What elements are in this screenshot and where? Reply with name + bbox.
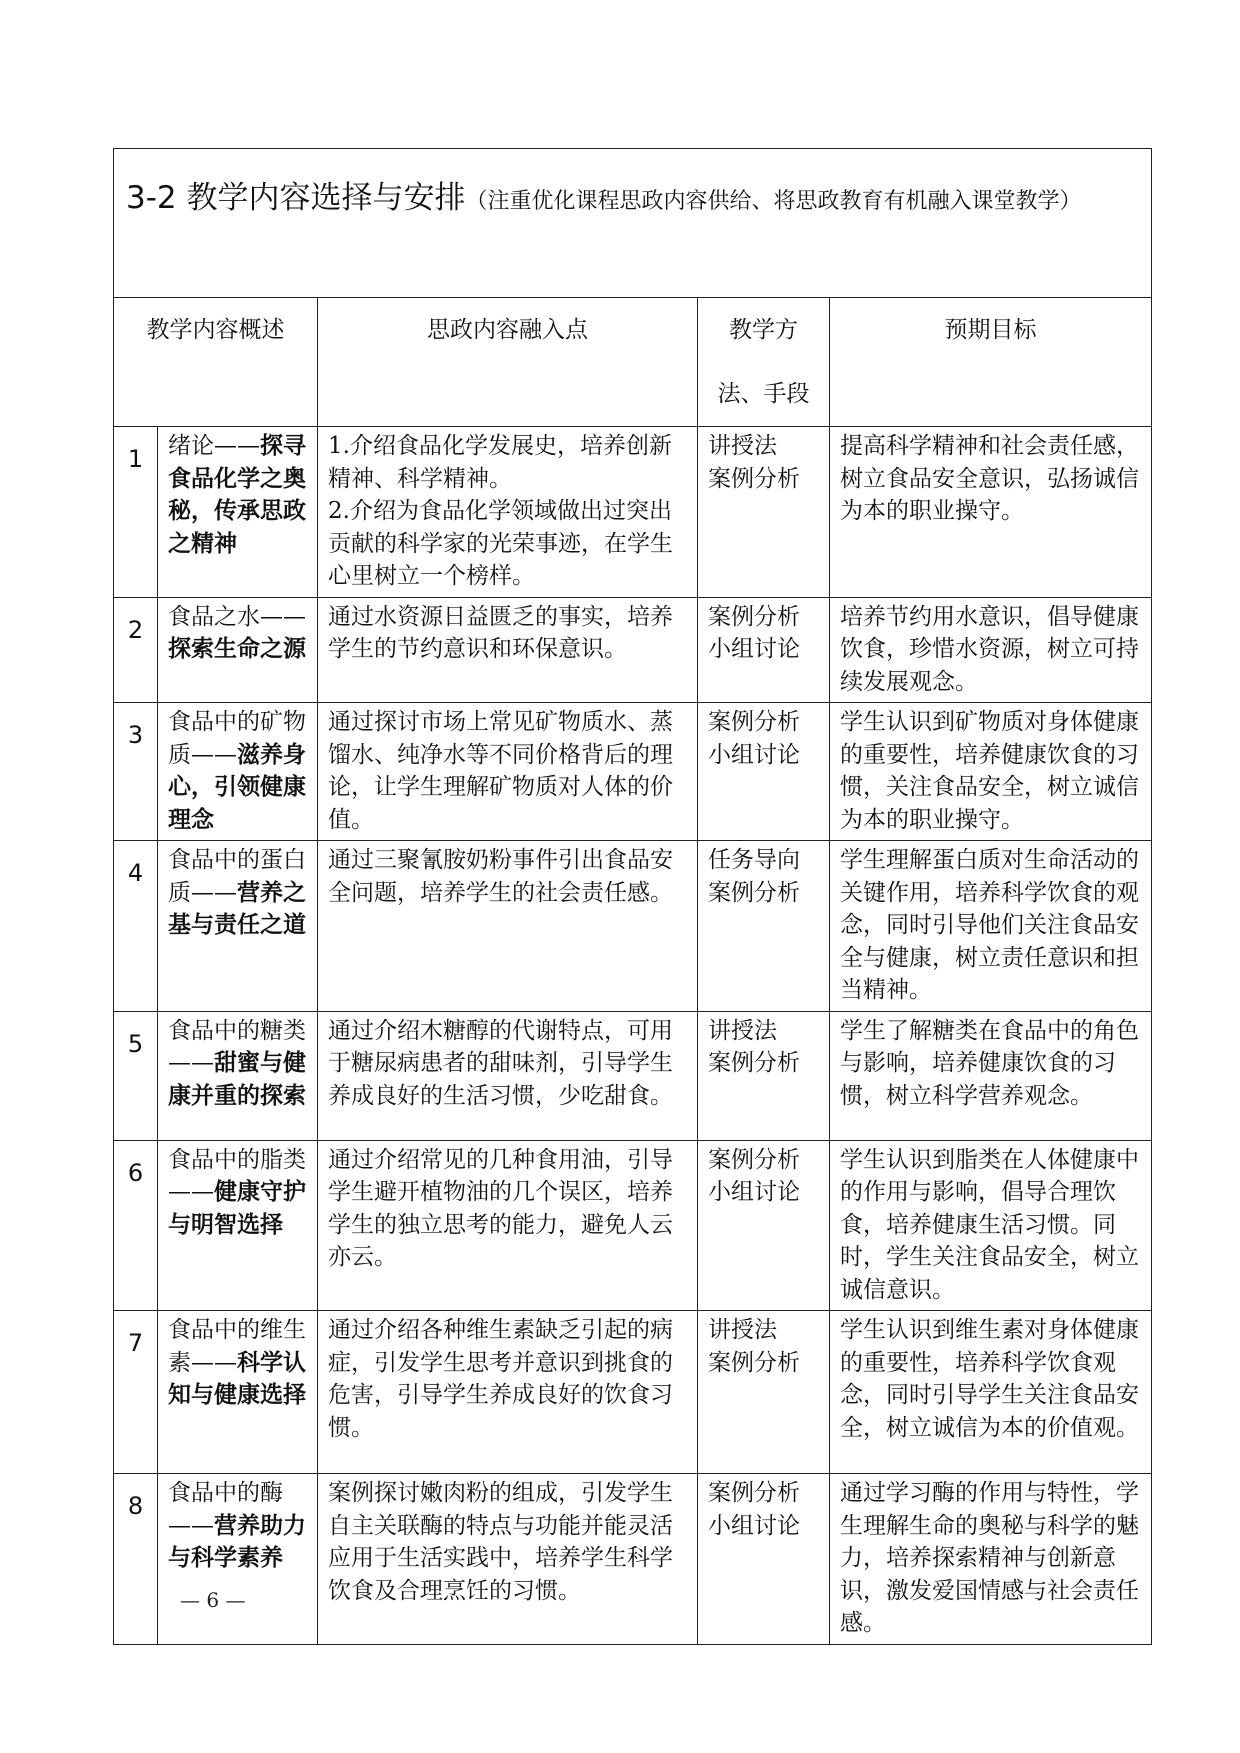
table-row — [114, 1140, 1152, 1311]
topic-cell: 食品之水——探索生命之源 — [158, 597, 318, 703]
ideology-cell: 通过介绍常见的几种食用油，引导学生避开植物油的几个误区，培养学生的独立思考的能力，避免人云亦云。 — [318, 1140, 698, 1311]
header-ideology: 思政内容融入点 — [318, 298, 698, 427]
row-number: 4 — [114, 841, 158, 1012]
row-number: 1 — [114, 427, 158, 598]
row-number: 5 — [114, 1011, 158, 1140]
page-number: — 6 — — [180, 1588, 246, 1612]
goal-cell: 学生认识到脂类在人体健康中的作用与影响，倡导合理饮食，培养健康生活习惯。同时，学生关注食品安全，树立诚信意识。 — [830, 1140, 1152, 1311]
table-row — [114, 841, 1152, 1012]
goal-cell: 学生理解蛋白质对生命活动的关键作用，培养科学饮食的观念，同时引导他们关注食品安全与健康，树立责任意识和担当精神。 — [830, 841, 1152, 1012]
method-cell: 讲授法 案例分析 — [698, 427, 830, 598]
row-number: 3 — [114, 703, 158, 841]
row-number: 2 — [114, 597, 158, 703]
row-number: 6 — [114, 1140, 158, 1311]
method-cell: 案例分析 小组讨论 — [698, 1474, 830, 1645]
method-cell: 任务导向 案例分析 — [698, 841, 830, 1012]
section-title: 3-2 教学内容选择与安排 — [126, 180, 466, 216]
table-row — [114, 427, 1152, 598]
topic-cell: 食品中的维生素——科学认知与健康选择 — [158, 1311, 318, 1474]
header-overview: 教学内容概述 — [114, 298, 318, 427]
table-row — [114, 1011, 1152, 1140]
method-cell: 讲授法 案例分析 — [698, 1311, 830, 1474]
topic-cell: 食品中的脂类——健康守护与明智选择 — [158, 1140, 318, 1311]
ideology-cell: 通过三聚氰胺奶粉事件引出食品安全问题，培养学生的社会责任感。 — [318, 841, 698, 1012]
table-row — [114, 1474, 1152, 1645]
ideology-cell: 通过探讨市场上常见矿物质水、蒸馏水、纯净水等不同价格背后的理论，让学生理解矿物质对人体的价值。 — [318, 703, 698, 841]
title-row — [114, 149, 1152, 298]
topic-cell: 食品中的酶——营养助力与科学素养 — [158, 1474, 318, 1645]
header-row — [114, 298, 1152, 427]
section-note: （注重优化课程思政内容供给、将思政教育有机融入课堂教学） — [465, 189, 1082, 214]
method-cell: 案例分析 小组讨论 — [698, 703, 830, 841]
method-cell: 案例分析 小组讨论 — [698, 597, 830, 703]
row-number: 8 — [114, 1474, 158, 1645]
table-row — [114, 703, 1152, 841]
method-cell: 案例分析 小组讨论 — [698, 1140, 830, 1311]
section-title-cell — [114, 149, 1152, 298]
goal-cell: 培养节约用水意识，倡导健康饮食，珍惜水资源，树立可持续发展观念。 — [830, 597, 1152, 703]
header-method: 教学方 法、手段 — [698, 298, 830, 427]
ideology-cell: 案例探讨嫩肉粉的组成，引发学生自主关联酶的特点与功能并能灵活应用于生活实践中，培养学生科学饮食及合理烹饪的习惯。 — [318, 1474, 698, 1645]
table-row — [114, 1311, 1152, 1474]
topic-cell: 食品中的蛋白质——营养之基与责任之道 — [158, 841, 318, 1012]
ideology-cell: 通过水资源日益匮乏的事实，培养学生的节约意识和环保意识。 — [318, 597, 698, 703]
ideology-cell: 通过介绍各种维生素缺乏引起的病症，引发学生思考并意识到挑食的危害，引导学生养成良好的饮食习惯。 — [318, 1311, 698, 1474]
table-row — [114, 597, 1152, 703]
method-cell: 讲授法 案例分析 — [698, 1011, 830, 1140]
topic-cell: 食品中的矿物质——滋养身心，引领健康理念 — [158, 703, 318, 841]
row-number: 7 — [114, 1311, 158, 1474]
topic-cell: 食品中的糖类——甜蜜与健康并重的探索 — [158, 1011, 318, 1140]
content-table — [113, 148, 1152, 1645]
header-goal: 预期目标 — [830, 298, 1152, 427]
topic-cell: 绪论——探寻食品化学之奥秘，传承思政之精神 — [158, 427, 318, 598]
ideology-cell: 1.介绍食品化学发展史，培养创新精神、科学精神。 2.介绍为食品化学领域做出过突出贡献的科学家的光荣事迹，在学生心里树立一个榜样。 — [318, 427, 698, 598]
goal-cell: 通过学习酶的作用与特性，学生理解生命的奥秘与科学的魅力，培养探索精神与创新意识，激发爱国情感与社会责任感。 — [830, 1474, 1152, 1645]
goal-cell: 学生了解糖类在食品中的角色与影响，培养健康饮食的习惯，树立科学营养观念。 — [830, 1011, 1152, 1140]
goal-cell: 提高科学精神和社会责任感，树立食品安全意识，弘扬诚信为本的职业操守。 — [830, 427, 1152, 598]
goal-cell: 学生认识到矿物质对身体健康的重要性，培养健康饮食的习惯，关注食品安全，树立诚信为本的职业操守。 — [830, 703, 1152, 841]
goal-cell: 学生认识到维生素对身体健康的重要性，培养科学饮食观念，同时引导学生关注食品安全，树立诚信为本的价值观。 — [830, 1311, 1152, 1474]
ideology-cell: 通过介绍木糖醇的代谢特点，可用于糖尿病患者的甜味剂，引导学生养成良好的生活习惯，少吃甜食。 — [318, 1011, 698, 1140]
